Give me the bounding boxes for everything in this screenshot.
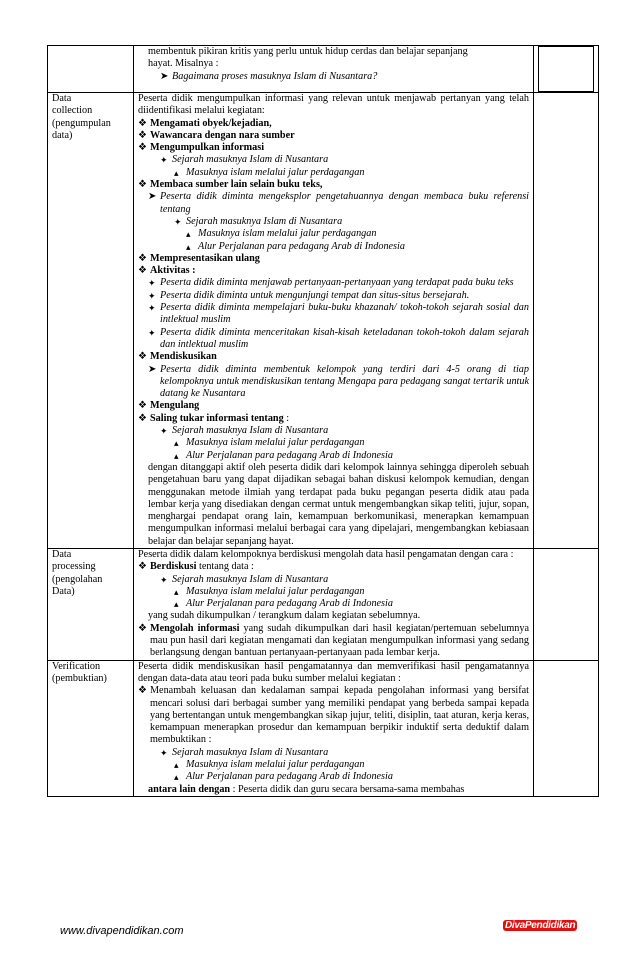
row-label: Data) <box>52 585 75 597</box>
label-cell <box>48 548 134 660</box>
list-item: ❖ Mendiskusikan <box>138 351 217 363</box>
star-bullet-icon: ✦ <box>160 574 168 585</box>
list-item: ✦ Peserta didik diminta menjawab pertanyaan-pertanyaan yang terdapat pada buku teks <box>148 277 514 289</box>
list-item: ▴ Alur Perjalanan para pedagang Arab di Indonesia <box>174 598 393 610</box>
list-item: ❖ Mengolah informasi yang sudah dikumpulkan dari hasil kegiatan/pertemuan sebelumnya mau pun hasil dari kegiatan mengamati dan kegiatan mengumpulkan informasi yang sedang berlangsung dengan bantuan pertanyaan-pertanyaan pada lembar kerja. <box>138 622 529 659</box>
arrow-bullet-icon: ➤ <box>160 70 169 82</box>
content-cell <box>134 548 534 660</box>
label-cell <box>48 46 134 93</box>
intro-text: Peserta didik mendiskusikan hasil pengamatannya dan memverifikasi hasil pengamatannya dengan data-data atau teori pada buku sumber melalui kegiatan : <box>138 660 529 684</box>
list-item: ✦ Sejarah masuknya Islam di Nusantara <box>160 573 329 585</box>
list-item: ✦ Sejarah masuknya Islam di Nusantara <box>174 215 343 227</box>
list-item: ▴ Alur Perjalanan para pedagang Arab di Indonesia <box>186 240 405 252</box>
star-bullet-icon: ✦ <box>148 327 156 338</box>
table-row <box>48 660 599 796</box>
extra-cell <box>534 548 599 660</box>
text-line: hayat. Misalnya : <box>148 58 219 70</box>
example-question: Bagaimana proses masuknya Islam di Nusantara? <box>172 70 378 82</box>
diamond-bullet-icon: ❖ <box>138 412 147 424</box>
list-item: ➤ Peserta didik diminta mengeksplor pengetahuannya dengan membaca buku referensi tentang <box>148 191 529 215</box>
diamond-bullet-icon: ❖ <box>138 561 147 573</box>
list-item: ❖ Berdiskusi tentang data : <box>138 561 254 573</box>
list-item: ❖ Menambah keluasan dan kedalaman sampai kepada pengolahan informasi yang bersifat mencari solusi dari berbagai sumber yang memiliki pendapat yang berbeda sampai kepada yang bertentangan untuk mengembangkan sikap jujur, teliti, disiplin, taat aturan, kerja keras, kemampuan menerapkan prosedur dan kemampuan berpikir induktif serta deduktif dalam membuktikan : <box>138 685 529 746</box>
content-cell <box>134 46 534 93</box>
activity-table <box>47 45 599 797</box>
list-item: ▴ Masuknya islam melalui jalur perdagangan <box>174 759 365 771</box>
table-row <box>48 548 599 660</box>
list-item: ❖ Saling tukar informasi tentang : <box>138 412 290 424</box>
list-item: ▴ Masuknya islam melalui jalur perdagangan <box>186 228 377 240</box>
list-item: ✦ Sejarah masuknya Islam di Nusantara <box>160 746 329 758</box>
row-label: (pengolahan <box>52 573 103 585</box>
list-item: ▴ Masuknya islam melalui jalur perdagangan <box>174 585 365 597</box>
text-line: yang sudah dikumpulkan / terangkum dalam kegiatan sebelumnya. <box>148 610 421 622</box>
extra-cell <box>534 46 599 93</box>
arrow-bullet-icon: ➤ <box>148 363 157 375</box>
row-label: (pengumpulan <box>52 117 111 129</box>
list-item: ❖ Mempresentasikan ulang <box>138 252 260 264</box>
star-bullet-icon: ✦ <box>174 216 182 227</box>
star-bullet-icon: ✦ <box>148 303 156 314</box>
caret-bullet-icon: ▴ <box>186 241 191 252</box>
list-item: ▴ Alur Perjalanan para pedagang Arab di Indonesia <box>174 771 393 783</box>
diamond-bullet-icon: ❖ <box>138 117 147 129</box>
list-item: ❖ Membaca sumber lain selain buku teks, <box>138 179 323 191</box>
list-item <box>138 71 529 83</box>
diamond-bullet-icon: ❖ <box>138 400 147 412</box>
row-label: processing <box>52 561 96 573</box>
closing-paragraph: dengan ditanggapi aktif oleh peserta didik dari kelompok lainnya sehingga diperoleh sebuah pengetahuan baru yang dapat dijadikan sebagai bahan diskusi kelompok kemudian, dengan menggunakan metode ilmiah yang terdapat pada buku pegangan peserta didik atau pada lembar kerja yang disediakan dengan cermat untuk mengembangkan sikap teliti, jujur, sopan, menghargai pendapat orang lain, kemampuan berkomunikasi, menerapkan kemampuan mengumpulkan informasi melalui berbagai cara yang dipelajari, mengembangkan kebiasaan belajar dan belajar sepanjang hayat. <box>148 461 529 547</box>
document-page <box>47 45 593 797</box>
caret-bullet-icon: ▴ <box>174 772 179 783</box>
list-item: ▴ Masuknya islam melalui jalur perdagangan <box>174 166 365 178</box>
text-line: antara lain dengan : Peserta didik dan guru secara bersama-sama membahas <box>148 783 465 795</box>
list-item: ▴ Masuknya islam melalui jalur perdagangan <box>174 437 365 449</box>
diamond-bullet-icon: ❖ <box>138 265 147 277</box>
star-bullet-icon: ✦ <box>148 278 156 289</box>
diamond-bullet-icon: ❖ <box>138 351 147 363</box>
brand-logo-text: DivaPendidikan <box>505 920 576 931</box>
row-label: collection <box>52 105 93 117</box>
star-bullet-icon: ✦ <box>160 155 168 166</box>
star-bullet-icon: ✦ <box>160 426 168 437</box>
caret-bullet-icon: ▴ <box>174 450 179 461</box>
list-item: ❖ Mengamati obyek/kejadian, <box>138 117 272 129</box>
row-label: (pembuktian) <box>52 672 107 684</box>
caret-bullet-icon: ▴ <box>174 438 179 449</box>
row-label: Verification <box>52 660 101 672</box>
list-item: ❖ Wawancara dengan nara sumber <box>138 129 295 141</box>
label-cell <box>48 93 134 549</box>
table-row <box>48 46 599 93</box>
caret-bullet-icon: ▴ <box>174 586 179 597</box>
list-item: ▴ Alur Perjalanan para pedagang Arab di Indonesia <box>174 449 393 461</box>
diamond-bullet-icon: ❖ <box>138 252 147 264</box>
diamond-bullet-icon: ❖ <box>138 685 147 697</box>
extra-cell <box>534 93 599 549</box>
caret-bullet-icon: ▴ <box>174 167 179 178</box>
caret-bullet-icon: ▴ <box>174 760 179 771</box>
table-row <box>48 93 599 549</box>
diamond-bullet-icon: ❖ <box>138 622 147 634</box>
intro-text: Peserta didik mengumpulkan informasi yang relevan untuk menjawab pertanyan yang telah diidentifikasi melalui kegiatan: <box>138 93 529 117</box>
arrow-bullet-icon: ➤ <box>148 191 157 203</box>
row-label: data) <box>52 129 73 141</box>
list-item: ✦ Sejarah masuknya Islam di Nusantara <box>160 154 329 166</box>
text-line: membentuk pikiran kritis yang perlu untuk hidup cerdas dan belajar sepanjang <box>148 46 468 57</box>
row-label: Data <box>52 548 72 560</box>
diamond-bullet-icon: ❖ <box>138 142 147 154</box>
star-bullet-icon: ✦ <box>160 747 168 758</box>
list-item: ❖ Mengumpulkan informasi <box>138 142 265 154</box>
footer-url-link[interactable]: www.divapendidikan.com <box>60 925 184 937</box>
list-item: ✦ Sejarah masuknya Islam di Nusantara <box>160 425 329 437</box>
diamond-bullet-icon: ❖ <box>138 129 147 141</box>
list-item: ❖ Aktivitas : <box>138 265 196 277</box>
extra-cell <box>534 660 599 796</box>
star-bullet-icon: ✦ <box>148 290 156 301</box>
list-item: ✦ Peserta didik diminta mempelajari buku-buku khazanah/ tokoh-tokoh sejarah sosial dan intlektual muslim <box>148 302 529 326</box>
list-item: ✦ Peserta didik diminta menceritakan kisah-kisah keteladanan tokoh-tokoh dalam sejarah dan intlektual muslim <box>148 326 529 350</box>
list-item: ❖ Mengulang <box>138 400 200 412</box>
diamond-bullet-icon: ❖ <box>138 179 147 191</box>
content-cell <box>134 93 534 549</box>
list-item: ➤ Peserta didik diminta membentuk kelompok yang terdiri dari 4-5 orang di tiap kelompoknya untuk mendiskusikan tentang Mengapa para pedagang sangat tertarik untuk datang ke Nusantara <box>148 363 529 400</box>
label-cell <box>48 660 134 796</box>
brand-logo <box>493 917 576 939</box>
content-cell <box>134 660 534 796</box>
caret-bullet-icon: ▴ <box>186 229 191 240</box>
intro-text: Peserta didik dalam kelompoknya berdiskusi mengolah data hasil pengamatan dengan cara : <box>138 548 514 560</box>
row-label: Data <box>52 93 72 104</box>
caret-bullet-icon: ▴ <box>174 599 179 610</box>
list-item: ✦ Peserta didik diminta untuk mengunjungi tempat dan situs-situs bersejarah. <box>148 289 470 301</box>
